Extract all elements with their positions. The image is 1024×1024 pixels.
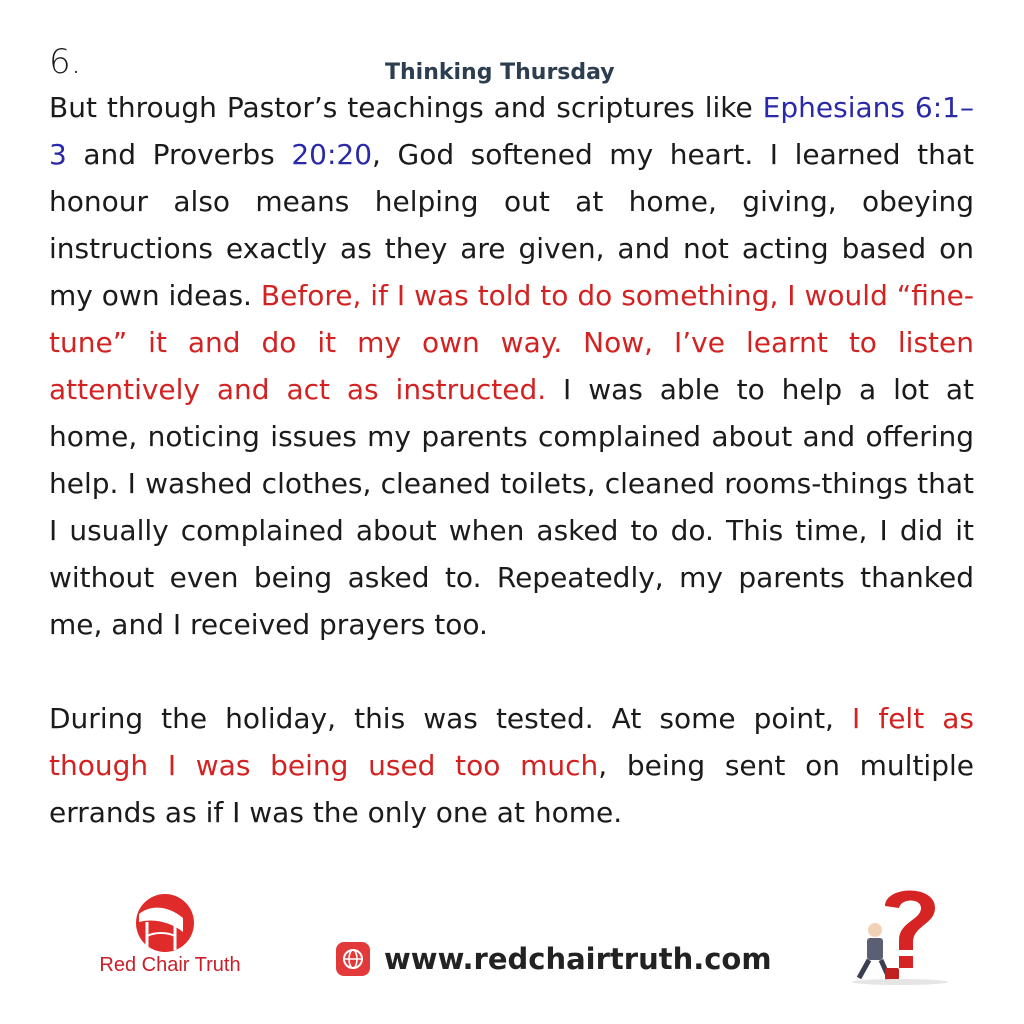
website-url[interactable]: www.redchairtruth.com — [384, 942, 772, 976]
paragraph-1-text-4: I was able to help a lot at home, noticing issues my parents complained about and offering help. I washed clothes, cleaned toilets, cleaned rooms-things that I usually complained about when asked to do. This time, I did it without even being asked to. Repeatedly, my parents thanked me, and I received prayers too. — [49, 373, 974, 641]
website-link[interactable] — [336, 938, 772, 980]
paragraph-1 — [49, 84, 974, 648]
red-chair-logo-icon — [125, 892, 205, 954]
brand-logo-text: Red Chair Truth — [99, 954, 241, 976]
page-number: 6. — [49, 42, 82, 82]
paragraph-2-text-2: , being sent on multiple errands as if I was the only one at home. — [49, 749, 974, 829]
paragraph-1-text-3: , God softened my heart. I learned that honour also means helping out at home, giving, obeying instructions exactly as they are given, and not acting based on my own ideas. — [49, 138, 975, 312]
brand-logo[interactable] — [75, 892, 265, 982]
question-mark-man-icon — [845, 876, 955, 986]
body-text — [49, 84, 974, 836]
scripture-link-ephesians[interactable]: Ephesians 6:1–3 — [49, 91, 974, 171]
paragraph-1-text-2: and Proverbs — [66, 138, 292, 171]
paragraph-2 — [49, 695, 974, 836]
paragraph-1-text-1: But through Pastor’s teachings and scriptures like — [49, 91, 763, 124]
paragraph-2-highlight: I felt as though I was being used too much — [49, 702, 974, 782]
paragraph-1-highlight: Before, if I was told to do something, I would “fine-tune” it and do it my own way. Now, I’ve learnt to listen attentively and act as instructed. — [49, 279, 975, 406]
scripture-link-proverbs[interactable]: 20:20 — [291, 138, 373, 171]
header-title: Thinking Thursday — [385, 60, 615, 85]
paragraph-2-text-1: During the holiday, this was tested. At some point, — [49, 702, 853, 735]
globe-icon — [336, 942, 370, 976]
